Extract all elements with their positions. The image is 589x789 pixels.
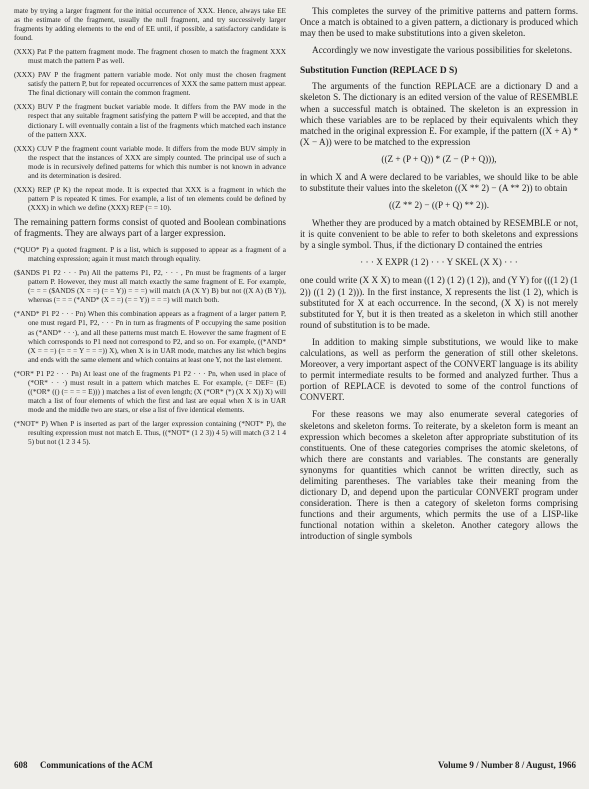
- right-paragraph-1: This completes the survey of the primitive patterns and pattern forms. Once a match is obtained to a given pattern, a dictionary is produced which may then be used to make substitutions into a given skeleton.: [300, 6, 578, 39]
- right-paragraph-8: For these reasons we may also enumerate several categories of skeletons and skeleton forms. To reiterate, by a skeleton form is meant an expression which becomes a skeleton after appropriate substitution of its constituents. One of these categories comprises the atomic skeletons, of which there are constants and variables. The constants are generally synonyms for quantities which cannot be written directly, such as delimiting parentheses. The variables take their meaning from the dictionary D, and depend upon the particular CONVERT program under consideration. There is then a category of skeleton forms comprising functions and their arguments, which permits the use of a LISP-like functional notation within a skeleton. Another category allows the introduction of single symbols: [300, 409, 578, 542]
- formula-dictionary-entries: · · · X EXPR (1 2) · · · Y SKEL (X X) · · ·: [360, 257, 518, 268]
- right-paragraph-2: Accordingly we now investigate the various possibilities for skeletons.: [312, 45, 573, 56]
- right-paragraph-5: Whether they are produced by a match obtained by RESEMBLE or not, it is quite convenient to be able to refer to both skeletons and expressions by a single symbol. Thus, if the dictionary D contained the entries: [300, 218, 578, 251]
- definition-pat: (XXX) Pat P the pattern fragment mode. The fragment chosen to match the fragment XXX must match the pattern P as well.: [14, 47, 286, 66]
- page-footer: [14, 760, 576, 774]
- definition-rep: (XXX) REP (P K) the repeat mode. It is expected that XXX is a fragment in which the pattern P is repeated K times. For example, a list of ten elements could be defined by (XXX) in which we define (XXX) REP (= = 10).: [14, 184, 286, 212]
- formula-expression: ((Z + (P + Q)) * (Z − (P + Q))),: [381, 153, 497, 164]
- journal-name: Communications of the ACM: [40, 760, 153, 770]
- definition-ands: ($ANDS P1 P2 · · · Pn) All the patterns P1, P2, · · · , Pn must be fragments of a larger pattern P. However, they must all match exactly the same fragment of E. For example, (= = = ($ANDS (X = =) (= = Y)) = = =) will match (A (X Y) B) but not ((X A) (B Y)), whereas (= = = (*AND* (X = =) (= = Y)) = = =) will match both.: [14, 268, 286, 305]
- formula-result: ((Z ** 2) − ((P + Q) ** 2)).: [388, 200, 490, 211]
- definition-or: (*OR* P1 P2 · · · Pn) At least one of the fragments P1 P2 · · · Pn, when used in place of (*OR* · · ·) must result in a pattern which matches E. For example, (= DEF= (E) ((*OR* (() (= = = = E))) ) matches a list of even length; (X (*OR* (*) (X X X)) X) will match a list of four elements of which the first and last are equal when X is in UAR mode and the middle two are stars, or else a list of five identical elements.: [14, 368, 286, 414]
- section-heading: Substitution Function (REPLACE D S): [300, 66, 458, 77]
- page-number: 608: [14, 760, 28, 770]
- right-paragraph-6: one could write (X X X) to mean ((1 2) (1 2) (1 2)), and (Y Y) for (((1 2) (1 2)) ((1 2) (1 2))). In the first instance, X represents the list (1 2), which is substituted for X at each occurrence. In the second, (X X) is not merely substituted for Y, but it is then treated as a skeleton in which still another round of substitution is to be made.: [300, 275, 578, 330]
- left-top-text: mate by trying a larger fragment for the initial occurrence of XXX. Hence, always take EE as the estimate of the fragment, usually the null fragment, and try successively larger fragments by adding elements to the end of EE until, if possible, a satisfactory candidate is found.: [14, 6, 286, 43]
- left-column: [14, 6, 286, 451]
- right-column: [300, 6, 578, 549]
- right-paragraph-7: In addition to making simple substitutions, we would like to make calculations, as well as perform the generation of still other skeletons. Moreover, a very important aspect of the CONVERT language is its ability to permit intermediate results to be formed and analyzed further. Thus a portion of REPLACE is devoted to some of the control functions of CONVERT.: [300, 336, 578, 403]
- definition-pav: (XXX) PAV P the fragment pattern variable mode. Not only must the chosen fragment satisfy the pattern P, but for repeated occurrences of XXX the same pattern must appear. The final dictionary will contain the common fragment.: [14, 70, 286, 98]
- boolean-definitions: [14, 245, 286, 446]
- definition-buv: (XXX) BUV P the fragment bucket variable mode. It differs from the PAV mode in the respect that any suitable fragment satisfying the pattern P will be accepted, and that the dictionary L will eventually contain a list of the fragments which matched each instance of the pattern XXX.: [14, 102, 286, 139]
- left-paragraph: The remaining pattern forms consist of quoted and Boolean combinations of fragments. They are always part of a larger expression.: [14, 216, 286, 239]
- definition-and: (*AND* P1 P2 · · · Pn) When this combination appears as a fragment of a larger pattern P, one must regard P1, P2, · · · Pn in turn as fragments of P occupying the same position as (*AND* · · ·), and all these patterns must match E. However the same fragment of E which corresponds to P1 need not correspond to P2, and so on. For example, ((*AND* (X = = =) (= = = Y = = =)) X), when X is in UAR mode, matches any list which begins and ends with the same element and which contains at least one Y, not the last element.: [14, 309, 286, 364]
- right-paragraph-4: in which X and A were declared to be variables, we should like to be able to substitute their values into the skeleton ((X ** 2) − (A ** 2)) to obtain: [300, 171, 578, 194]
- mode-definitions: [14, 47, 286, 212]
- definition-not: (*NOT* P) When P is inserted as part of the larger expression containing (*NOT* P), the resulting expression must not match E. Thus, ((*NOT* (1 2 3)) 4 5) will match (3 2 1 4 5) but not (1 2 3 4 5).: [14, 418, 286, 447]
- definition-cuv: (XXX) CUV P the fragment count variable mode. It differs from the mode BUV simply in the respect that the instances of XXX are simply counted. The principal use of such a mode is in recursively defined patterns for which this number is not known in advance and its determination is desired.: [14, 143, 286, 180]
- right-paragraph-3: The arguments of the function REPLACE are a dictionary D and a skeleton S. The dictionary is an edited version of the value of RESEMBLE when a successful match is obtained. The skeleton is an expression in which these variables are to be replaced by their equivalents which they matched in the original expression E. For example, if the pattern ((X + A) * (X − A)) were to be matched to the expression: [300, 81, 578, 147]
- definition-quo: (*QUO* P) a quoted fragment. P is a list, which is supposed to appear as a fragment of a matching expression; again it must match through equality.: [14, 245, 286, 264]
- volume-info: Volume 9 / Number 8 / August, 1966: [437, 760, 576, 770]
